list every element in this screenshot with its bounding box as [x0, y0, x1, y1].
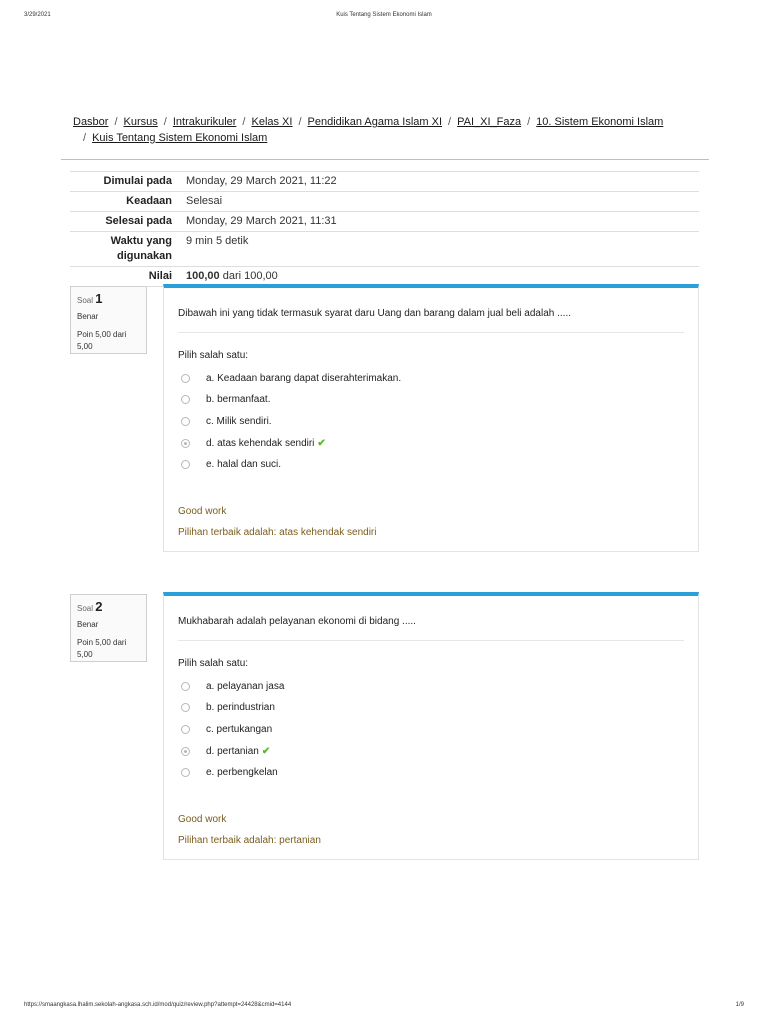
time-label-line1: Waktu yang [110, 235, 172, 247]
right-answer-text: Pilihan terbaik adalah: atas kehendak sendiri [178, 527, 377, 538]
question-number: 1 [95, 291, 103, 306]
grade-value: 100,00 [186, 270, 220, 282]
question-points: Poin 5,00 dari 5,00 [77, 638, 127, 659]
feedback-text: Good work [178, 506, 227, 517]
time-label [70, 232, 180, 267]
finished-value: Monday, 29 March 2021, 11:31 [180, 212, 699, 232]
summary-row-time [70, 232, 699, 267]
question-text: Mukhabarah adalah pelayanan ekonomi di bidang ..... [178, 616, 416, 627]
time-value: 9 min 5 detik [180, 232, 699, 267]
started-value: Monday, 29 March 2021, 11:22 [180, 172, 699, 192]
answer-option[interactable] [178, 392, 658, 408]
radio-button[interactable] [181, 460, 190, 469]
breadcrumb-separator: / [298, 116, 302, 128]
print-url: https://smaangkasa.lhalim.sekolah-angkasa.sch.id/mod/quiz/review.php?attempt=24428&cmid=4144 [24, 1002, 292, 1008]
breadcrumb-kelas-xi[interactable]: Kelas XI [251, 116, 293, 128]
question-points: Poin 5,00 dari 5,00 [77, 330, 127, 351]
answer-option[interactable] [178, 679, 658, 695]
soal-label: Soal [77, 296, 94, 305]
radio-button[interactable] [181, 395, 190, 404]
radio-button[interactable] [181, 768, 190, 777]
answer-option[interactable] [178, 414, 658, 430]
print-title: Kuis Tentang Sistem Ekonomi Islam [336, 12, 432, 18]
question-content-2 [163, 592, 699, 860]
breadcrumb-separator: / [114, 116, 118, 128]
started-label: Dimulai pada [70, 172, 180, 192]
answer-prompt: Pilih salah satu: [178, 350, 249, 361]
radio-button[interactable] [181, 725, 190, 734]
breadcrumb-kuis[interactable]: Kuis Tentang Sistem Ekonomi Islam [92, 132, 268, 144]
print-date: 3/29/2021 [24, 12, 51, 18]
summary-row-started [70, 172, 699, 192]
answer-label: e. perbengkelan [206, 767, 278, 778]
breadcrumb-separator: / [83, 132, 87, 144]
answer-label: b. bermanfaat. [206, 394, 271, 405]
question-info-1 [70, 286, 147, 354]
answer-label: e. halal dan suci. [206, 459, 282, 470]
question-info-2 [70, 594, 147, 662]
question-state: Benar [77, 312, 99, 321]
check-icon: ✔ [317, 438, 326, 449]
question-number: 2 [95, 599, 103, 614]
breadcrumb [73, 114, 673, 146]
print-header [0, 12, 768, 22]
summary-row-finished [70, 212, 699, 232]
answer-label: a. Keadaan barang dapat diserahterimakan. [206, 373, 402, 384]
radio-button-selected[interactable] [181, 747, 190, 756]
radio-button[interactable] [181, 682, 190, 691]
answer-option[interactable] [178, 700, 658, 716]
radio-button[interactable] [181, 374, 190, 383]
answer-label: d. pertanian [206, 746, 259, 757]
question-text: Dibawah ini yang tidak termasuk syarat daru Uang dan barang dalam jual beli adalah ..... [178, 308, 572, 319]
state-label: Keadaan [70, 192, 180, 212]
radio-button-selected[interactable] [181, 439, 190, 448]
answer-option-selected[interactable] [178, 744, 658, 760]
state-value: Selesai [180, 192, 699, 212]
answer-label: a. pelayanan jasa [206, 681, 285, 692]
summary-row-state [70, 192, 699, 212]
breadcrumb-kursus[interactable]: Kursus [123, 116, 158, 128]
divider [61, 159, 709, 160]
breadcrumb-intrakurikuler[interactable]: Intrakurikuler [172, 116, 237, 128]
radio-button[interactable] [181, 703, 190, 712]
breadcrumb-separator: / [163, 116, 167, 128]
print-footer [0, 1002, 768, 1012]
answer-option[interactable] [178, 457, 658, 473]
check-icon: ✔ [261, 746, 271, 757]
breadcrumb-sistem-ekonomi[interactable]: 10. Sistem Ekonomi Islam [536, 116, 664, 128]
finished-label: Selesai pada [70, 212, 180, 232]
grade-suffix: dari 100,00 [222, 270, 278, 282]
answer-label-wrap [206, 436, 326, 452]
answer-prompt: Pilih salah satu: [178, 658, 249, 669]
print-page-number: 1/9 [735, 1002, 744, 1008]
answer-option-selected[interactable] [178, 436, 658, 452]
soal-label: Soal [77, 604, 94, 613]
answer-label: c. pertukangan [206, 724, 273, 735]
answer-label: c. Milik sendiri. [206, 416, 272, 427]
grade-label: Nilai [70, 267, 180, 287]
question-content-1 [163, 284, 699, 552]
radio-button[interactable] [181, 417, 190, 426]
answer-option[interactable] [178, 765, 658, 781]
breadcrumb-separator: / [448, 116, 452, 128]
answer-option[interactable] [178, 371, 658, 387]
breadcrumb-separator: / [527, 116, 531, 128]
attempt-summary-table [70, 171, 699, 287]
breadcrumb-dasbor[interactable]: Dasbor [73, 116, 109, 128]
breadcrumb-pai-xi[interactable]: Pendidikan Agama Islam XI [307, 116, 443, 128]
answer-option[interactable] [178, 722, 658, 738]
question-state: Benar [77, 620, 99, 629]
feedback-text: Good work [178, 814, 227, 825]
answer-label: d. atas kehendak sendiri [206, 438, 315, 449]
answer-label-wrap [206, 744, 270, 760]
divider [178, 332, 684, 333]
breadcrumb-pai-xi-faza[interactable]: PAI_XI_Faza [457, 116, 522, 128]
divider [178, 640, 684, 641]
answer-label: b. perindustrian [206, 702, 275, 713]
right-answer-text: Pilihan terbaik adalah: pertanian [178, 835, 321, 846]
time-label-line2: digunakan [116, 250, 172, 262]
breadcrumb-separator: / [242, 116, 246, 128]
